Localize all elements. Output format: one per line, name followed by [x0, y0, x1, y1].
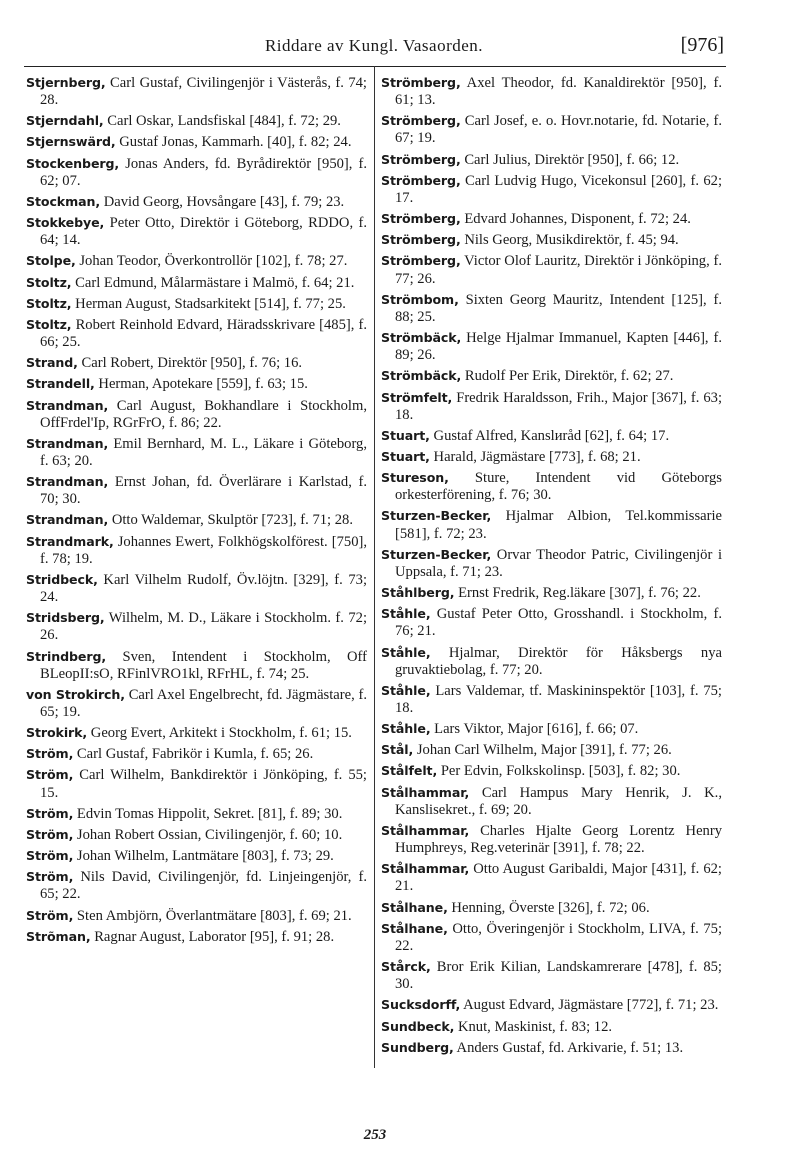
entry-surname: Ström,: [26, 907, 74, 923]
entry-details: Johan Carl Wilhelm, Major [391], f. 77; 26.: [416, 742, 672, 759]
entry-details: Hjalmar Albion, Tel.kommissarie [581], f. 72; 23.: [395, 508, 722, 542]
register-entry: [381, 958, 722, 993]
entry-surname: Stålhane,: [381, 899, 448, 915]
register-entry: [381, 605, 722, 640]
footer-page-number: 253: [363, 1127, 387, 1143]
register-entry: [381, 920, 722, 955]
entry-details: Carl Gustaf, Civilingenjör i Västerås, f. 74; 28.: [40, 75, 367, 109]
register-entry: [381, 762, 722, 780]
register-entry: [26, 868, 367, 903]
register-entry: [381, 367, 722, 385]
register-entry: [381, 860, 722, 895]
entry-surname: Stuart,: [381, 448, 430, 464]
entry-details: Knut, Maskinist, f. 83; 12.: [457, 1018, 613, 1035]
register-entry: [381, 741, 722, 759]
entry-surname: Ståhle,: [381, 644, 431, 660]
entry-surname: Ström,: [26, 848, 74, 864]
register-entry: [26, 214, 367, 249]
entry-details: Nils Georg, Musikdirektör, f. 45; 94.: [464, 232, 679, 249]
entry-details: Otto August Garibaldi, Major [431], f. 62; 21.: [395, 861, 722, 895]
entry-surname: Stockenberg,: [26, 155, 120, 171]
register-entry: [26, 648, 367, 683]
entry-details: Karl Vilhelm Rudolf, Öv.löjtn. [329], f. 73; 24.: [40, 571, 367, 606]
left-column: [26, 74, 367, 949]
entry-details: Carl Josef, e. o. Hovr.notarie, fd. Notarie, f. 67; 19.: [395, 113, 722, 147]
entry-surname: Stridbeck,: [26, 571, 98, 587]
register-entry: [381, 151, 722, 169]
entry-surname: Ström,: [26, 805, 74, 821]
register-entry: [26, 473, 367, 508]
entry-details: Otto, Överingenjör i Stockholm, LIVA, f. 75; 22.: [395, 920, 722, 954]
entry-surname: Ström,: [26, 746, 74, 762]
register-entry: [26, 252, 367, 270]
entry-details: Robert Reinhold Edvard, Häradsskrivare [485], f. 66; 25.: [40, 316, 367, 351]
entry-surname: Strömberg,: [381, 211, 461, 227]
register-entry: [26, 397, 367, 432]
register-entry: [26, 805, 367, 823]
entry-details: Per Edvin, Folkskolinsp. [503], f. 82; 30.: [440, 763, 681, 780]
entry-details: Helge Hjalmar Immanuel, Kapten [446], f. 89; 26.: [395, 330, 722, 364]
register-entry: [26, 571, 367, 606]
entry-surname: Strömfelt,: [381, 389, 453, 405]
header-page-number: [976]: [680, 34, 724, 56]
entry-details: Sten Ambjörn, Överlantmätare [803], f. 69; 21.: [76, 907, 352, 924]
entry-surname: Stokkebye,: [26, 215, 105, 231]
entry-details: Axel Theodor, fd. Kanaldirektör [950], f. 61; 13.: [395, 75, 722, 109]
entry-details: Johan Robert Ossian, Civilingenjör, f. 60; 10.: [76, 826, 343, 843]
entry-surname: Strandmark,: [26, 533, 114, 549]
register-entry: [26, 686, 367, 721]
entry-surname: Strömbom,: [381, 291, 459, 307]
entry-details: Ernst Johan, fd. Överlärare i Karlstad, f. 70; 30.: [40, 474, 367, 508]
entry-details: Sture, Intendent vid Göteborgs orkesterförening, f. 76; 30.: [395, 470, 722, 504]
column-divider: [374, 66, 375, 1068]
entry-surname: Stoltz,: [26, 274, 72, 290]
register-entry: [26, 295, 367, 313]
entry-details: Sixten Georg Mauritz, Intendent [125], f. 88; 25.: [395, 291, 722, 325]
entry-surname: Strömbäck,: [381, 330, 462, 346]
entry-details: Carl Oskar, Landsfiskal [484], f. 72; 29.: [107, 113, 341, 130]
entry-surname: Ström,: [26, 826, 74, 842]
entry-surname: Ståhlberg,: [381, 585, 455, 601]
register-entry: [381, 329, 722, 364]
register-entry: [26, 155, 367, 190]
entry-details: Carl Julius, Direktör [950], f. 66; 12.: [464, 151, 680, 168]
entry-details: August Edvard, Jägmästare [772], f. 71; 23.: [463, 997, 719, 1014]
entry-details: Lars Valdemar, tf. Maskininspektör [103], f. 75; 18.: [395, 682, 722, 716]
right-column: [381, 74, 722, 1060]
entry-details: Gustaf Alfred, Kanslиråd [62], f. 64; 17.: [433, 427, 670, 444]
entry-surname: Sundbeck,: [381, 1018, 455, 1034]
entry-surname: Stjerndahl,: [26, 113, 104, 129]
entry-details: Orvar Theodor Patric, Civilingenjör i Uppsala, f. 71; 23.: [395, 546, 722, 580]
register-entry: [26, 928, 367, 946]
entry-surname: Strand,: [26, 355, 78, 371]
entry-details: Henning, Överste [326], f. 72; 06.: [451, 899, 650, 916]
entry-surname: Strömberg,: [381, 232, 461, 248]
entry-surname: Stuart,: [381, 427, 430, 443]
register-entry: [381, 822, 722, 857]
register-entry: [26, 74, 367, 109]
entry-details: Lars Viktor, Major [616], f. 66; 07.: [434, 721, 639, 738]
register-entry: [381, 1018, 722, 1036]
entry-surname: Strandman,: [26, 397, 109, 413]
register-entry: [381, 389, 722, 424]
entry-surname: Strindberg,: [26, 648, 107, 664]
entry-surname: Stålfelt,: [381, 763, 438, 779]
entry-details: Hjalmar, Direktör för Håksbergs nya gruvaktiebolag, f. 77; 20.: [395, 644, 722, 678]
entry-surname: Stridsberg,: [26, 610, 105, 626]
register-entry: [381, 584, 722, 602]
entry-details: Rudolf Per Erik, Direktör, f. 62; 27.: [464, 368, 674, 385]
register-entry: [381, 112, 722, 147]
entry-surname: Ström,: [26, 767, 74, 783]
running-title: Riddare av Kungl. Vasaorden.: [264, 36, 484, 55]
entry-details: Sven, Intendent i Stockholm, Off BLeopII:sO, RFinlVRO1kl, RFrHL, f. 74; 25.: [40, 648, 367, 682]
entry-details: Carl Gustaf, Fabrikör i Kumla, f. 65; 26.: [76, 746, 314, 763]
entry-surname: Strömberg,: [381, 172, 461, 188]
entry-surname: Sucksdorff,: [381, 997, 461, 1013]
register-entry: [26, 274, 367, 292]
register-entry: [26, 435, 367, 470]
register-entry: [381, 682, 722, 717]
entry-details: Herman, Apotekare [559], f. 63; 15.: [98, 376, 308, 393]
entry-surname: Stoltz,: [26, 295, 72, 311]
entry-surname: Stjernswärd,: [26, 134, 116, 150]
register-entry: [26, 745, 367, 763]
entry-details: Edvard Johannes, Disponent, f. 72; 24.: [464, 211, 691, 228]
register-entry: [381, 469, 722, 504]
register-entry: [381, 720, 722, 738]
entry-details: Fredrik Haraldsson, Frih., Major [367], f. 63; 18.: [395, 389, 722, 423]
entry-surname: Stålhammar,: [381, 861, 470, 877]
entry-surname: Strandman,: [26, 435, 109, 451]
entry-surname: Ståhle,: [381, 721, 431, 737]
register-entry: [26, 375, 367, 393]
entry-surname: Strömberg,: [381, 113, 461, 129]
register-entry: [381, 546, 722, 581]
entry-details: Peter Otto, Direktör i Göteborg, RDDO, f. 64; 14.: [40, 215, 367, 249]
register-entry: [381, 210, 722, 228]
entry-details: Carl August, Bokhandlare i Stockholm, OffFrdel'Ip, RGrFrO, f. 86; 22.: [40, 397, 367, 431]
entry-surname: Stolpe,: [26, 253, 76, 269]
entry-details: Charles Hjalte Georg Lorentz Henry Humphreys, Reg.veterinär [391], f. 78; 22.: [395, 822, 723, 857]
entry-surname: Strömberg,: [381, 253, 461, 269]
register-entry: [381, 231, 722, 249]
register-entry: [381, 899, 722, 917]
register-entry: [26, 112, 367, 130]
register-entry: [381, 74, 722, 109]
register-entry: [26, 609, 367, 644]
entry-surname: Stårck,: [381, 959, 431, 975]
entry-surname: Strömberg,: [381, 151, 461, 167]
register-entry: [381, 507, 722, 542]
entry-details: Georg Evert, Arkitekt i Stockholm, f. 61; 15.: [90, 725, 352, 742]
entry-surname: Strandman,: [26, 474, 109, 490]
register-entry: [26, 847, 367, 865]
entry-details: David Georg, Hovsångare [43], f. 79; 23.: [103, 193, 345, 210]
register-entry: [381, 172, 722, 207]
register-entry: [26, 533, 367, 568]
entry-details: Edvin Tomas Hippolit, Sekret. [81], f. 89; 30.: [76, 805, 343, 822]
entry-surname: Sturzen-Becker,: [381, 508, 492, 524]
register-entry: [381, 448, 722, 466]
register-entry: [26, 193, 367, 211]
entry-details: Jonas Anders, fd. Byrådirektör [950], f. 62; 07.: [40, 155, 367, 189]
entry-surname: Ståhle,: [381, 682, 431, 698]
entry-details: Johannes Ewert, Folkhögskolförest. [750], f. 78; 19.: [40, 533, 367, 567]
register-entry: [381, 784, 722, 819]
entry-details: Carl Edmund, Målarmästare i Malmö, f. 64; 21.: [75, 274, 355, 291]
entry-details: Carl Robert, Direktör [950], f. 76; 16.: [81, 355, 303, 372]
entry-details: Bror Erik Kilian, Landskamrerare [478], f. 85; 30.: [395, 959, 722, 993]
entry-surname: Stålhane,: [381, 920, 448, 936]
entry-surname: Strandell,: [26, 376, 95, 392]
entry-surname: Stockman,: [26, 193, 101, 209]
entry-surname: Strandman,: [26, 512, 109, 528]
entry-details: Nils David, Civilingenjör, fd. Linjeingenjör, f. 65; 22.: [40, 869, 367, 903]
entry-details: Johan Wilhelm, Lantmätare [803], f. 73; 29.: [76, 848, 334, 865]
register-entry: [381, 996, 722, 1014]
entry-details: Carl Hampus Mary Henrik, J. K., Kanslisekret., f. 69; 20.: [395, 784, 722, 818]
entry-surname: Stål,: [381, 742, 414, 758]
register-entry: [26, 133, 367, 151]
register-entry: [26, 766, 367, 801]
register-entry: [381, 252, 722, 287]
entry-surname: Sundberg,: [381, 1039, 454, 1055]
entry-details: Ragnar August, Laborator [95], f. 91; 28.: [94, 928, 335, 945]
register-entry: [381, 427, 722, 445]
register-entry: [26, 316, 367, 351]
entry-details: Carl Wilhelm, Bankdirektör i Jönköping, f. 55; 15.: [40, 767, 367, 801]
register-entry: [26, 354, 367, 372]
entry-details: Carl Ludvig Hugo, Vicekonsul [260], f. 62; 17.: [395, 172, 722, 206]
register-entry: [26, 907, 367, 925]
entry-surname: Stålhammar,: [381, 784, 470, 800]
entry-details: Anders Gustaf, fd. Arkivarie, f. 51; 13.: [456, 1039, 684, 1056]
register-entry: [381, 1039, 722, 1057]
entry-surname: Stureson,: [381, 470, 449, 486]
register-entry: [26, 511, 367, 529]
entry-surname: Ström,: [26, 869, 74, 885]
entry-details: Otto Waldemar, Skulptör [723], f. 71; 28.: [111, 512, 353, 529]
register-entry: [381, 291, 722, 326]
entry-surname: Strõman,: [26, 928, 91, 944]
register-entry: [381, 644, 722, 679]
entry-details: Carl Axel Engelbrecht, fd. Jägmästare, f. 65; 19.: [40, 686, 367, 720]
entry-details: Gustaf Jonas, Kammarh. [40], f. 82; 24.: [119, 134, 352, 151]
entry-details: Johan Teodor, Överkontrollör [102], f. 78; 27.: [79, 253, 348, 270]
entry-surname: Sturzen-Becker,: [381, 546, 492, 562]
entry-details: Victor Olof Lauritz, Direktör i Jönköping, f. 77; 26.: [395, 253, 722, 287]
entry-details: Wilhelm, M. D., Läkare i Stockholm. f. 72; 26.: [40, 610, 367, 644]
entry-details: Harald, Jägmästare [773], f. 68; 21.: [433, 448, 641, 465]
register-entry: [26, 826, 367, 844]
entry-surname: von Strokirch,: [26, 686, 125, 702]
register-entry: [26, 724, 367, 742]
entry-details: Emil Bernhard, M. L., Läkare i Göteborg, f. 63; 20.: [40, 435, 367, 469]
entry-surname: Stoltz,: [26, 316, 72, 332]
entry-surname: Strömberg,: [381, 75, 461, 90]
entry-surname: Stålhammar,: [381, 822, 470, 838]
header-rule: [24, 66, 726, 67]
entry-details: Ernst Fredrik, Reg.läkare [307], f. 76; 22.: [458, 585, 701, 602]
entry-surname: Ståhle,: [381, 606, 431, 622]
entry-details: Gustaf Peter Otto, Grosshandl. i Stockholm, f. 76; 21.: [395, 606, 722, 640]
entry-surname: Strokirk,: [26, 725, 88, 741]
entry-surname: Strömbäck,: [381, 368, 462, 384]
entry-surname: Stjernberg,: [26, 75, 106, 90]
page-header: [24, 36, 724, 64]
entry-details: Herman August, Stadsarkitekt [514], f. 77; 25.: [75, 295, 346, 312]
